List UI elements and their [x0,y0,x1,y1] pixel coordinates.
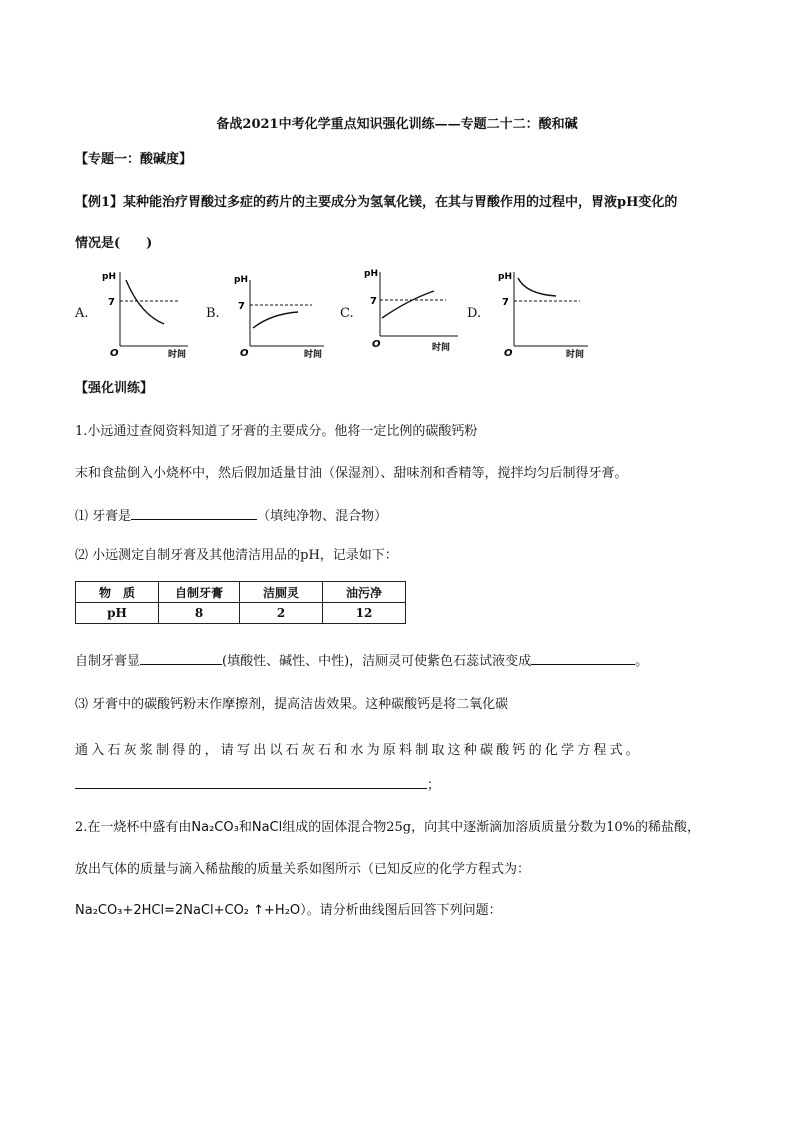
answer-end-semicolon: ； [427,778,441,793]
question-1-part-3-answer [75,776,440,794]
question-1-part-2: ⑵ 小远测定自制牙膏及其他清洁用品的pH，记录如下： [75,548,398,563]
y-axis-label: pH [498,272,512,282]
q2-text: 组成的固体混合物25g，向其中逐渐滴加溶质质量分数为10%的稀盐酸， [282,820,701,835]
ph-table [75,581,406,624]
x-axis-label: 时间 [304,350,323,358]
option-d-graph [490,266,594,358]
table-header-cell: 油污净 [323,582,406,603]
x-axis-label: 时间 [168,350,187,358]
ph-curve [253,312,298,328]
ph7-label: 7 [502,297,509,308]
option-b-graph [226,266,330,358]
answer-blank-1[interactable] [131,507,257,520]
question-2-line-2: 放出气体的质量与滴入稀盐酸的质量关系如图所示（已知反应的化学方程式为： [75,862,531,877]
example-1-question: 情况是( ) [75,236,153,251]
option-c-graph [360,264,464,356]
ph-curve [126,280,164,324]
ph7-label: 7 [108,297,115,308]
training-heading: 【强化训练】 [75,381,154,396]
ph-curve [382,291,434,318]
ph7-label: 7 [238,301,245,312]
table-header-row [76,582,406,603]
q2-text: 和 [238,820,252,835]
origin-label: O [110,348,119,358]
answer-blank-3[interactable] [531,652,635,665]
table-cell: pH [76,603,159,624]
formula-sodium-carbonate: Na₂CO₃ [191,820,239,835]
answer-end: 。 [635,654,649,669]
origin-label: O [240,348,249,358]
ph-curve [518,278,556,296]
table-header-cell: 洁厕灵 [240,582,323,603]
page-title: 备战2021中考化学重点知识强化训练——专题二十二：酸和碱 [216,117,578,132]
table-cell: 12 [323,603,406,624]
question-1-part-3: ⑶ 牙膏中的碳酸钙粉末作摩擦剂，提高洁齿效果。这种碳酸钙是将二氧化碳 [75,697,509,712]
option-c-label: C. [340,306,354,321]
table-header-cell: 物 质 [76,582,159,603]
answer-blank-2[interactable] [140,652,222,665]
reaction-equation: Na₂CO₃+2HCl=2NaCl+CO₂ ↑+H₂O [75,903,301,918]
question-1-part-3-line-2: 通入石灰浆制得的，请写出以石灰石和水为原料制取这种碳酸钙的化学方程式。 [75,743,643,758]
ph7-label: 7 [370,296,377,307]
question-1-line-1: 1.小远通过查阅资料知道了牙膏的主要成分。他将一定比例的碳酸钙粉 [75,424,478,439]
x-axis-label: 时间 [566,350,585,358]
question-2-line-3 [75,903,502,919]
question-1-part-1 [75,507,387,525]
x-axis-label: 时间 [432,343,451,353]
part-1-suffix: （填纯净物、混合物） [257,509,388,524]
q2-text: ）。请分析曲线图后回答下列问题： [300,903,502,918]
question-2-line-1 [75,820,700,836]
option-a-label: A. [75,306,89,321]
table-row [76,603,406,624]
answer-middle: (填酸性、碱性、中性)，洁厕灵可使紫色石蕊试液变成 [222,654,532,669]
y-axis-label: pH [364,269,378,279]
y-axis-label: pH [234,275,248,285]
example-1-text: 【例1】某种能治疗胃酸过多症的药片的主要成分为氢氧化镁，在其与胃酸作用的过程中，胃液pH变化的 [75,195,678,210]
origin-label: O [372,339,381,350]
part-1-prefix: ⑴ 牙膏是 [75,509,132,524]
question-1-part-2-answer [75,652,648,670]
question-1-line-2: 末和食盐倒入小烧杯中，然后假加适量甘油（保湿剂）、甜味剂和香精等，搅拌均匀后制得牙膏。 [75,466,628,481]
answer-blank-4[interactable] [75,776,427,789]
origin-label: O [504,348,513,358]
topic-heading: 【专题一：酸碱度】 [75,152,193,167]
option-a-graph [96,266,196,358]
option-d-label: D. [467,306,482,321]
q2-text: 2.在一烧杯中盛有由 [75,820,192,835]
y-axis-label: pH [102,272,116,282]
answer-prefix: 自制牙膏显 [75,654,141,669]
option-b-label: B. [206,306,220,321]
table-header-cell: 自制牙膏 [159,582,240,603]
table-cell: 8 [159,603,240,624]
table-cell: 2 [240,603,323,624]
formula-sodium-chloride: NaCl [251,820,283,835]
